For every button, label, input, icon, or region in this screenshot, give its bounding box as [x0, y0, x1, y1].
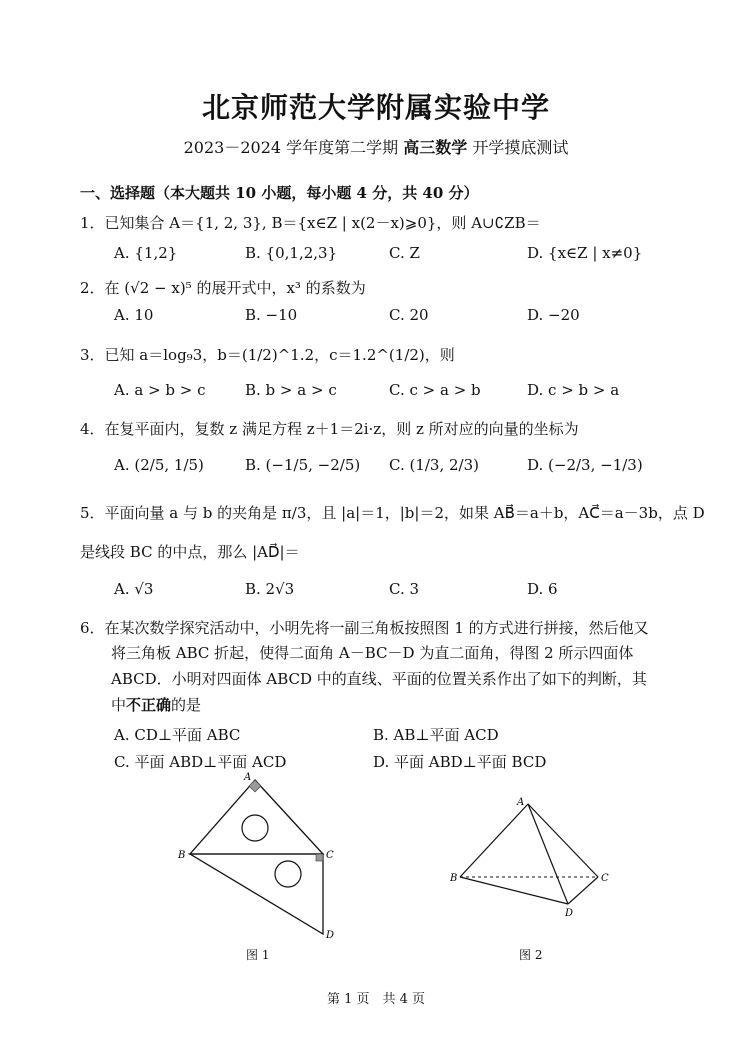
q4-option-c: C. (1/3, 2/3)	[389, 456, 479, 474]
question-6-line2: 将三角板 ABC 折起，使得二面角 A－BC－D 为直二面角，得图 2 所示四面体	[111, 644, 634, 662]
school-title: 北京师范大学附属实验中学	[201, 91, 550, 124]
section-heading: 一、选择题（本大题共 10 小题，每小题 4 分，共 40 分）	[80, 184, 479, 202]
exam-label: 开学摸底测试	[472, 138, 569, 157]
q6-line4-pre: 中	[111, 696, 127, 714]
fig1-label-a: A	[244, 772, 252, 783]
q6-line4-post: 的是	[171, 696, 202, 714]
q3-option-c: C. c > a > b	[389, 381, 481, 399]
q6-option-a: A. CD⊥平面 ABC	[114, 726, 241, 744]
fig2-edge-cd	[568, 877, 598, 904]
question-3-stem: 3．已知 a＝log₉3，b＝(1/2)^1.2，c＝1.2^(1/2)，则	[80, 346, 455, 364]
fig2-label-d: D	[565, 908, 574, 919]
figure-1-caption: 图 1	[246, 948, 270, 962]
fig2-label-b: B	[450, 873, 458, 884]
q3-option-a: A. a > b > c	[114, 381, 206, 399]
fig1-label-b: B	[178, 850, 186, 861]
q6-option-d: D. 平面 ABD⊥平面 BCD	[373, 753, 547, 771]
q2-option-c: C. 20	[389, 306, 429, 324]
term-label: 2023－2024 学年度第二学期	[183, 138, 399, 157]
q3-option-d: D. c > b > a	[527, 381, 620, 399]
q1-option-d: D. {x∈Z | x≠0}	[527, 244, 643, 262]
q4-option-a: A. (2/5, 1/5)	[114, 456, 204, 474]
q4-option-b: B. (−1/5, −2/5)	[245, 456, 361, 474]
subject-label: 高三数学	[403, 138, 468, 157]
fig2-edge-ab	[460, 804, 528, 877]
fig2-edge-ac	[528, 804, 598, 877]
fig1-triangle-abc	[190, 780, 323, 854]
q5-option-b: B. 2√3	[245, 580, 295, 598]
question-6-line4	[111, 694, 201, 715]
question-2-stem: 2．在 (√2 − x)⁵ 的展开式中，x³ 的系数为	[80, 279, 366, 297]
q5-option-c: C. 3	[389, 580, 420, 598]
figure-1-triangles	[170, 770, 350, 945]
figure-2-tetrahedron	[440, 790, 630, 930]
q1-option-c: C. Z	[389, 244, 420, 262]
fig1-hole-1	[242, 815, 268, 841]
fig1-label-d: D	[326, 930, 335, 941]
fig2-edge-ad	[528, 804, 568, 904]
fig2-label-c: C	[601, 873, 609, 884]
fig1-right-angle-c	[316, 854, 323, 861]
fig1-triangle-bcd	[190, 854, 323, 934]
fig1-hole-2	[275, 861, 301, 887]
figure-2-caption: 图 2	[519, 948, 543, 962]
page-footer: 第 1 页 共 4 页	[326, 992, 426, 1007]
question-5-stem-line2: 是线段 BC 的中点，那么 |AD⃗|＝	[80, 543, 300, 561]
fig2-edge-bd	[460, 877, 568, 904]
q6-option-c: C. 平面 ABD⊥平面 ACD	[114, 753, 287, 771]
fig1-label-c: C	[326, 850, 334, 861]
q2-option-a: A. 10	[114, 306, 154, 324]
question-5-stem: 5．平面向量 a 与 b 的夹角是 π/3，且 |a|＝1，|b|＝2，如果 AB⃗＝a＋b，AC⃗＝a－3b，点 D	[80, 504, 705, 522]
q3-option-b: B. b > a > c	[245, 381, 337, 399]
fig2-label-a: A	[517, 797, 525, 808]
q5-option-d: D. 6	[527, 580, 558, 598]
q4-option-d: D. (−2/3, −1/3)	[527, 456, 643, 474]
q2-option-b: B. −10	[245, 306, 298, 324]
q5-option-a: A. √3	[114, 580, 154, 598]
q1-option-b: B. {0,1,2,3}	[245, 244, 338, 262]
q1-option-a: A. {1,2}	[114, 244, 178, 262]
question-1-stem: 1．已知集合 A＝{1, 2, 3}, B＝{x∈Z | x(2－x)⩾0}，则 A∪∁ZB＝	[80, 214, 541, 232]
q2-option-d: D. −20	[527, 306, 580, 324]
q6-option-b: B. AB⊥平面 ACD	[373, 726, 499, 744]
exam-subtitle	[0, 135, 752, 158]
question-6-line1: 6．在某次数学探究活动中，小明先将一副三角板按照图 1 的方式进行拼接，然后他又	[80, 619, 649, 637]
question-6-line3: ABCD．小明对四面体 ABCD 中的直线、平面的位置关系作出了如下的判断，其	[111, 670, 647, 688]
q6-emphasis: 不正确	[126, 696, 172, 714]
question-4-stem: 4．在复平面内，复数 z 满足方程 z＋1＝2i·z，则 z 所对应的向量的坐标为	[80, 420, 579, 438]
